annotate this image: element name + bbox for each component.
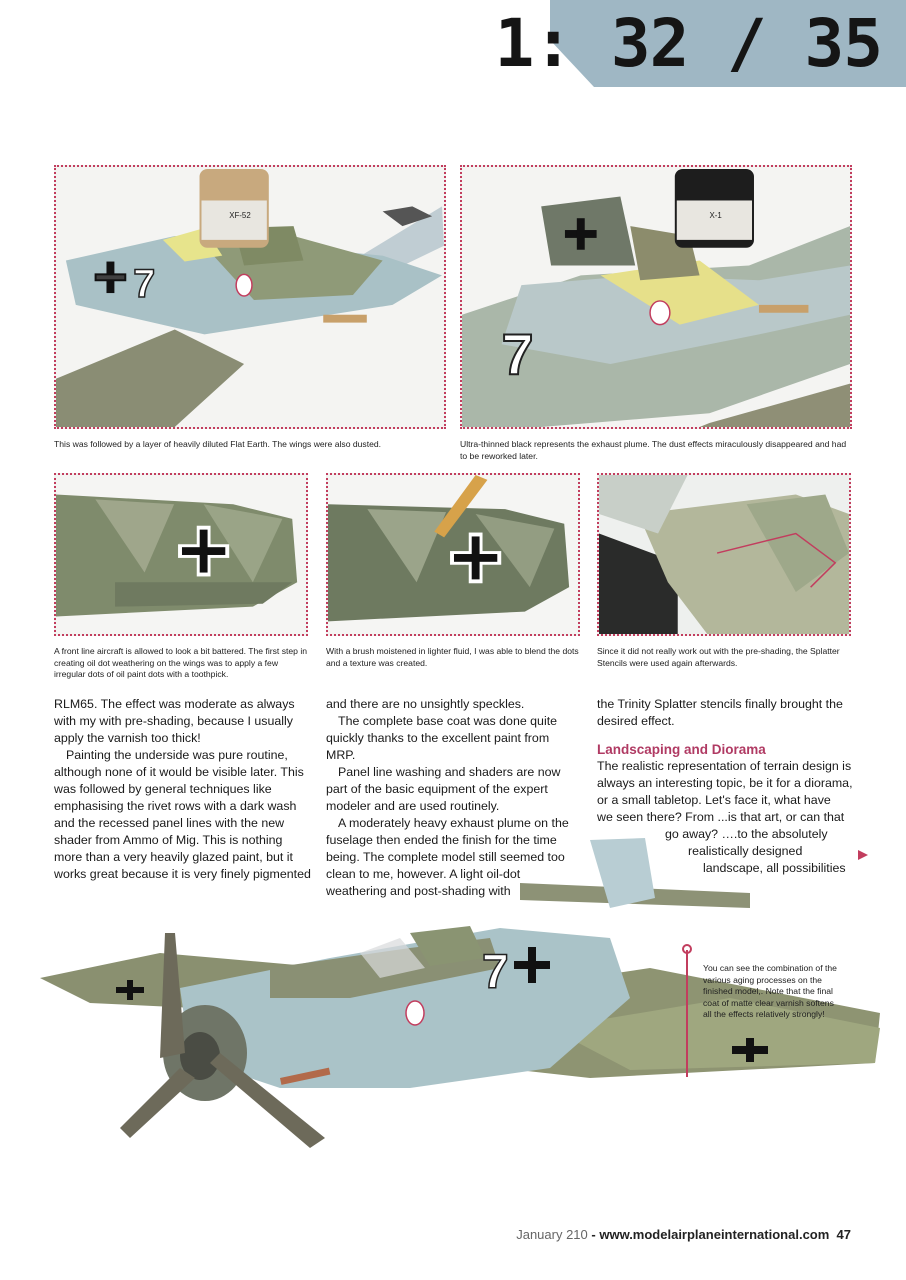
col3-line-4: we seen there? From ...is that art, or can that [597, 810, 845, 824]
col2-para-2: The complete base coat was done quite quickly thanks to the excellent paint from MRP. [326, 714, 558, 762]
col3-line-3: or a small tabletop. Let's face it, what have [597, 793, 831, 807]
website-link[interactable]: www.modelairplaneinternational.com [599, 1227, 830, 1242]
col1-para-2: Painting the underside was pure routine, although none of it would be visible later. This was followed by general techniques like emphasising the rivet rows with a dark wash and the recessed panel lines with the new shader from Ammo of Mig. This is nothing more than a very heavily glazed paint, but it works great because it is very finely pigmented [54, 748, 311, 881]
paint-label-xf52: XF-52 [229, 211, 251, 221]
photo-oil-dots [54, 473, 308, 636]
callout-line [686, 950, 688, 1077]
aircraft-number-7: 7 [133, 262, 156, 306]
scale-title: 1: 32 / 35 [494, 5, 882, 82]
caption-photo1: This was followed by a layer of heavily diluted Flat Earth. The wings were also dusted. [54, 439, 382, 449]
page-footer [516, 1227, 851, 1242]
photo-flat-earth [54, 165, 446, 429]
caption-photo4: With a brush moistened in lighter fluid, I was able to blend the dots and a texture was created. [326, 646, 579, 668]
caption-photo5: Since it did not really work out with the pre-shading, the Splatter Stencils were used again afterwards. [597, 646, 840, 668]
col3-line-7: landscape, all possibilities [703, 861, 846, 875]
aircraft-number-7-photo2: 7 [501, 322, 534, 387]
col1-para-1: RLM65. The effect was moderate as always with my with pre-shading, because I usually apply the varnish too thick! [54, 697, 295, 745]
aircraft-number-7-main: 7 [482, 946, 509, 999]
caption-photo3: A front line aircraft is allowed to look a bit battered. The first step in creating oil dot weathering on the wings was to apply a few irregular dots of oil paint dots with a toothpick. [54, 646, 308, 679]
col3-intro: the Trinity Splatter stencils finally brought the desired effect. [597, 697, 843, 728]
col3-line-6: realistically designed [688, 844, 803, 858]
photo-brush-blend [326, 473, 580, 636]
callout-text: You can see the combination of the various aging processes on the finished model,. Note that the final coat of matte clear varnish softens all the effects relatively strongly! [703, 963, 837, 1019]
col2-para-3: Panel line washing and shaders are now part of the basic equipment of the expert modeler and are used routinely. [326, 765, 561, 813]
section-heading-landscaping: Landscaping and Diorama [597, 742, 766, 757]
col2-para-1: and there are no unsightly speckles. [326, 697, 525, 711]
col3-line-5: go away? ….to the absolutely [665, 827, 828, 841]
caption-photo2: Ultra-thinned black represents the exhaust plume. The dust effects miraculously disappeared and had to be reworked later. [460, 439, 847, 461]
issue-date: January 210 [516, 1227, 588, 1242]
page-number: 47 [836, 1227, 851, 1242]
photo-splatter-stencils [597, 473, 851, 636]
footer-separator: - [587, 1227, 600, 1242]
col3-line-2: always an interesting topic, be it for a diorama, [597, 776, 853, 790]
col3-line-1: The realistic representation of terrain design is [597, 759, 852, 773]
photo-exhaust-plume [460, 165, 852, 429]
col2-para-4: A moderately heavy exhaust plume on the fuselage then ended the finish for the time being. The complete model still seemed too clean to me, however. A light oil-dot weathering and post-shading with [326, 816, 569, 898]
paint-label-x1: X-1 [709, 211, 722, 221]
